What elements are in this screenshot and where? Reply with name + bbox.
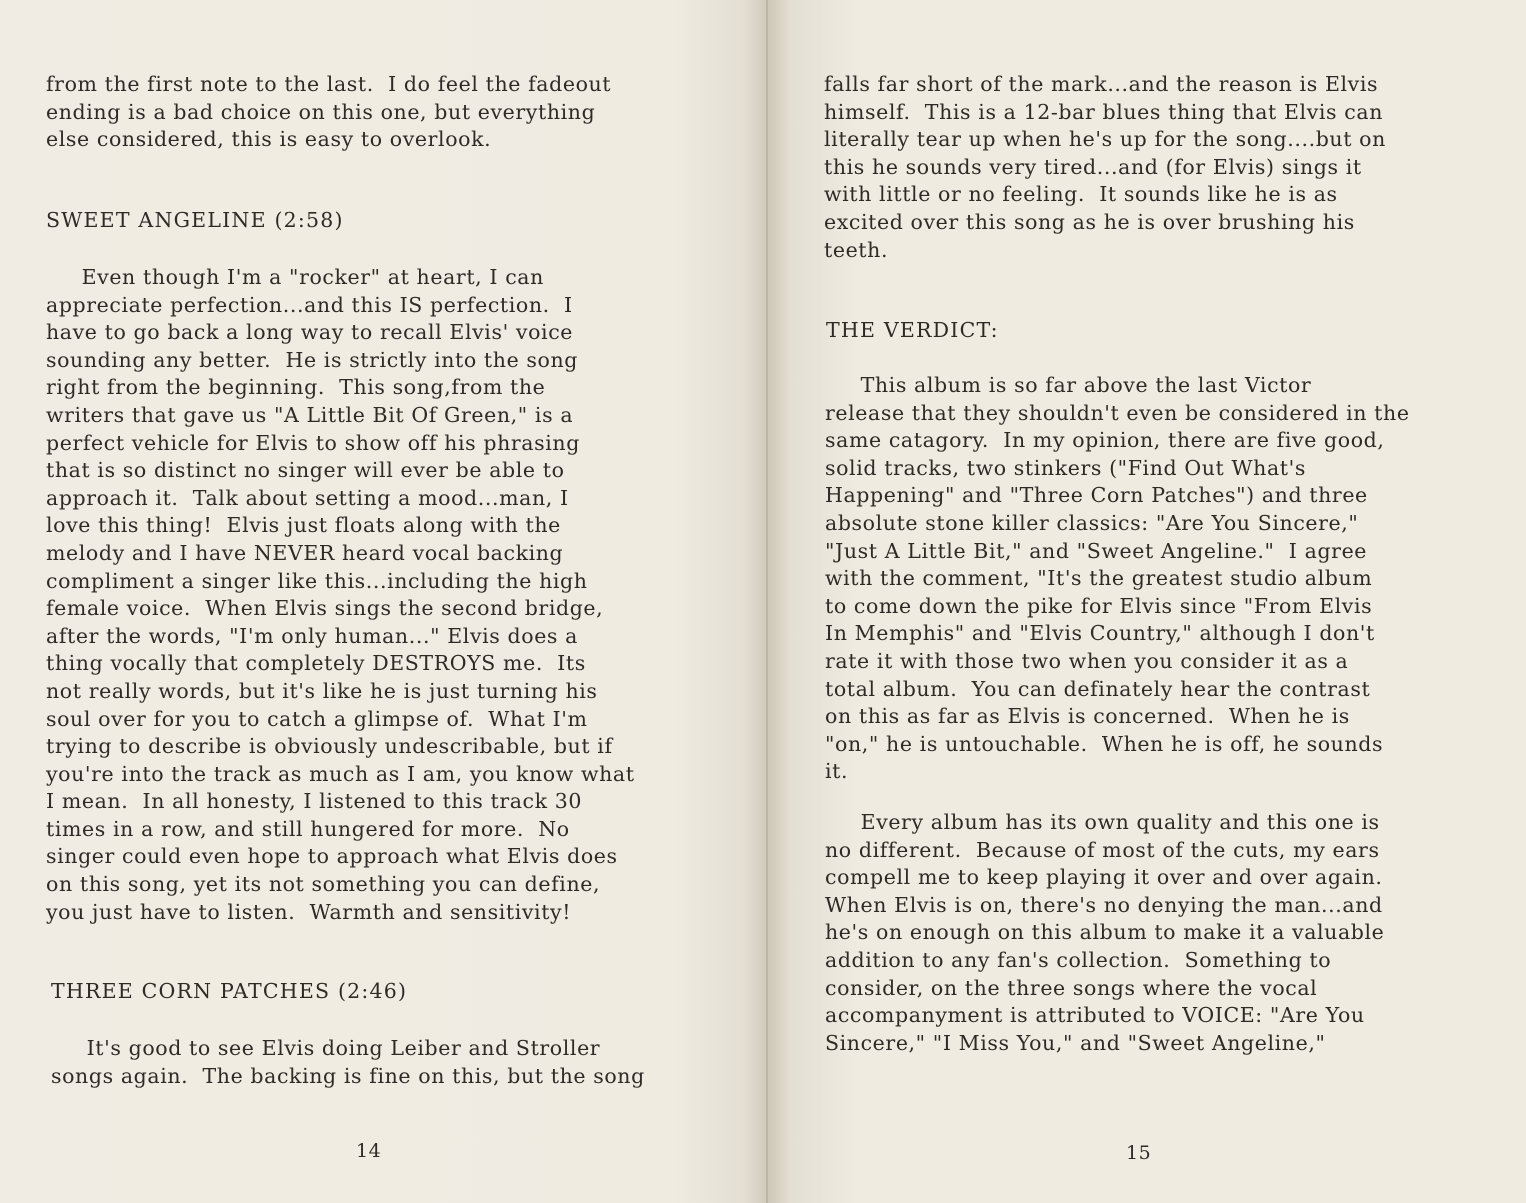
text-line: It's good to see Elvis doing Leiber and Stroller [51, 1036, 601, 1060]
text-line: he's on enough on this album to make it a valuable [825, 920, 1385, 945]
text-line: teeth. [824, 237, 889, 262]
text-line: falls far short of the mark...and the reason is Elvis [824, 72, 1379, 96]
text-line: to come down the pike for Elvis since "From Elvis [825, 593, 1373, 618]
text-line: Happening" and "Three Corn Patches") and three [825, 483, 1368, 508]
text-line: it. [825, 759, 849, 784]
text-line: himself. This is a 12-bar blues thing that Elvis can [824, 99, 1383, 124]
text-line: this he sounds very tired...and (for Elvis) sings it [824, 154, 1362, 179]
text-line: addition to any fan's collection. Something to [825, 947, 1332, 972]
text-line: thing vocally that completely DESTROYS me. Its [46, 651, 586, 676]
text-line: ending is a bad choice on this one, but everything [46, 99, 596, 124]
text-line: writers that gave us "A Little Bit Of Green," is a [46, 402, 574, 427]
text-line: not really words, but it's like he is just turning his [46, 678, 598, 703]
text-line: appreciate perfection...and this IS perfection. I [46, 292, 573, 317]
text-line: soul over for you to catch a glimpse of. What I'm [46, 706, 588, 731]
verdict-paragraph-2 [825, 809, 1384, 1057]
text-line: songs again. The backing is fine on this, but the song [51, 1063, 645, 1088]
text-line: compell me to keep playing it over and over again. [825, 865, 1383, 890]
text-line: "Just A Little Bit," and "Sweet Angeline." I agree [825, 538, 1368, 563]
text-line: This album is so far above the last Victor [825, 373, 1312, 397]
text-line: absolute stone killer classics: "Are You Sincere," [825, 510, 1359, 535]
text-line: else considered, this is easy to overlook. [46, 127, 492, 152]
section-heading-verdict: THE VERDICT: [826, 318, 999, 342]
text-line: I mean. In all honesty, I listened to this track 30 [46, 789, 583, 814]
page-number-left: 14 [356, 1140, 382, 1162]
three-corn-patches-review [51, 1035, 645, 1090]
text-line: love this thing! Elvis just floats along with the [46, 513, 561, 538]
text-line: after the words, "I'm only human..." Elvis does a [46, 623, 578, 648]
text-line: on this song, yet its not something you can define, [46, 872, 601, 897]
text-line: release that they shouldn't even be considered in the [825, 400, 1410, 425]
text-line: Even though I'm a "rocker" at heart, I can [46, 265, 544, 289]
sweet-angeline-review [46, 264, 635, 926]
text-line: you're into the track as much as I am, you know what [46, 761, 635, 786]
verdict-paragraph-1 [825, 372, 1410, 786]
right-intro-paragraph [824, 71, 1386, 264]
text-line: excited over this song as he is over brushing his [824, 209, 1355, 234]
text-line: rate it with those two when you consider it as a [825, 648, 1349, 673]
text-line: singer could even hope to approach what Elvis does [46, 844, 618, 869]
text-line: from the first note to the last. I do feel the fadeout [46, 72, 612, 96]
text-line: "on," he is untouchable. When he is off, he sounds [825, 731, 1384, 756]
text-line: you just have to listen. Warmth and sensitivity! [46, 899, 572, 924]
text-line: total album. You can definately hear the contrast [825, 676, 1371, 701]
text-line: compliment a singer like this...including the high [46, 568, 588, 593]
text-line: literally tear up when he's up for the song....but on [824, 127, 1386, 152]
text-line: consider, on the three songs where the vocal [825, 975, 1318, 1000]
text-line: sounding any better. He is strictly into the song [46, 347, 579, 372]
text-line: times in a row, and still hungered for more. No [46, 816, 570, 841]
text-line: trying to describe is obviously undescribable, but if [46, 734, 613, 759]
text-line: melody and I have NEVER heard vocal backing [46, 540, 564, 565]
section-heading-three-corn-patches: THREE CORN PATCHES (2:46) [51, 979, 408, 1003]
text-line: right from the beginning. This song,from the [46, 375, 546, 400]
text-line: with the comment, "It's the greatest studio album [825, 566, 1373, 591]
text-line: Sincere," "I Miss You," and "Sweet Angeline," [825, 1030, 1326, 1055]
text-line: same catagory. In my opinion, there are five good, [825, 428, 1385, 453]
left-intro-paragraph [46, 71, 611, 154]
section-heading-sweet-angeline: SWEET ANGELINE (2:58) [46, 208, 344, 232]
text-line: female voice. When Elvis sings the second bridge, [46, 596, 604, 621]
text-line: on this as far as Elvis is concerned. When he is [825, 704, 1350, 729]
text-line: have to go back a long way to recall Elvis' voice [46, 320, 574, 345]
text-line: solid tracks, two stinkers ("Find Out What's [825, 455, 1306, 480]
text-line: with little or no feeling. It sounds like he is as [824, 182, 1338, 207]
text-line: accompanyment is attributed to VOICE: "Are You [825, 1003, 1365, 1028]
right-page [768, 0, 1526, 1203]
page-number-right: 15 [1126, 1142, 1152, 1164]
text-line: that is so distinct no singer will ever be able to [46, 458, 565, 483]
text-line: perfect vehicle for Elvis to show off his phrasing [46, 430, 580, 455]
text-line: In Memphis" and "Elvis Country," although I don't [825, 621, 1375, 646]
text-line: approach it. Talk about setting a mood...man, I [46, 485, 569, 510]
text-line: no different. Because of most of the cuts, my ears [825, 837, 1380, 862]
text-line: Every album has its own quality and this one is [825, 810, 1380, 834]
text-line: When Elvis is on, there's no denying the man...and [825, 892, 1383, 917]
